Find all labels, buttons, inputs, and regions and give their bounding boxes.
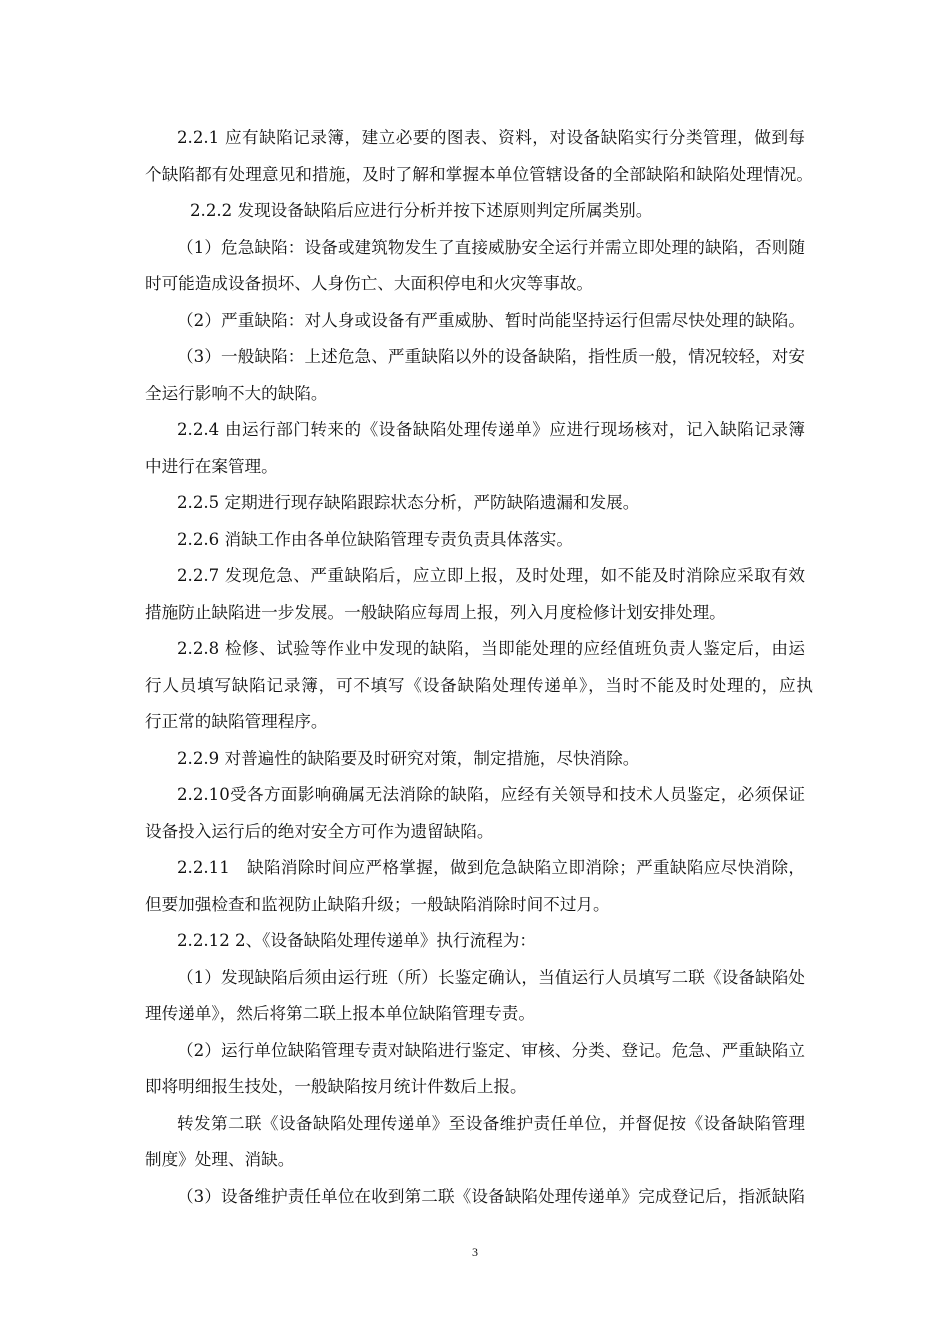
text-line: 行人员填写缺陷记录簿，可不填写《设备缺陷处理传递单》，当时不能及时处理的，应执	[145, 676, 813, 695]
page-number: 3	[472, 1245, 478, 1259]
text-line: 时可能造成设备损坏、人身伤亡、大面积停电和火灾等事故。	[145, 274, 594, 293]
text-line: 但要加强检查和监视防止缺陷升级；一般缺陷消除时间不过月。	[145, 895, 610, 914]
text-line: 制度》处理、消缺。	[145, 1150, 295, 1169]
text-line: 2.2.5 定期进行现存缺陷跟踪状态分析，严防缺陷遗漏和发展。	[177, 493, 640, 512]
text-line: （1）发现缺陷后须由运行班（所）长鉴定确认，当值运行人员填写二联《设备缺陷处	[177, 968, 805, 987]
text-line: 2.2.9 对普遍性的缺陷要及时研究对策，制定措施，尽快消除。	[177, 749, 640, 768]
text-line: （1）危急缺陷：设备或建筑物发生了直接威胁安全运行并需立即处理的缺陷，否则随	[177, 238, 805, 257]
text-line: （2）严重缺陷：对人身或设备有严重威胁、暂时尚能坚持运行但需尽快处理的缺陷。	[177, 311, 805, 330]
text-line: 2.2.12 2、《设备缺陷处理传递单》执行流程为：	[177, 931, 536, 950]
text-line: 理传递单》，然后将第二联上报本单位缺陷管理专责。	[145, 1004, 535, 1023]
text-line: 2.2.7 发现危急、严重缺陷后，应立即上报，及时处理，如不能及时消除应采取有效	[177, 566, 805, 585]
text-line: 2.2.8 检修、试验等作业中发现的缺陷，当即能处理的应经值班负责人鉴定后，由运	[177, 639, 805, 658]
text-line: （3）设备维护责任单位在收到第二联《设备缺陷处理传递单》完成登记后，指派缺陷	[177, 1187, 805, 1206]
text-line: 设备投入运行后的绝对安全方可作为遗留缺陷。	[145, 822, 494, 841]
text-line: 措施防止缺陷进一步发展。一般缺陷应每周上报，列入月度检修计划安排处理。	[145, 603, 726, 622]
text-line: （3）一般缺陷：上述危急、严重缺陷以外的设备缺陷，指性质一般，情况较轻，对安	[177, 347, 805, 366]
text-line: 2.2.11 缺陷消除时间应严格掌握，做到危急缺陷立即消除；严重缺陷应尽快消除，	[177, 858, 805, 877]
text-line: （2）运行单位缺陷管理专责对缺陷进行鉴定、审核、分类、登记。危急、严重缺陷立	[177, 1041, 805, 1060]
text-line: 2.2.6 消缺工作由各单位缺陷管理专责负责具体落实。	[177, 530, 573, 549]
text-line: 个缺陷都有处理意见和措施，及时了解和掌握本单位管辖设备的全部缺陷和缺陷处理情况。	[145, 165, 813, 184]
text-line: 2.2.4 由运行部门转来的《设备缺陷处理传递单》应进行现场核对，记入缺陷记录簿	[177, 420, 805, 439]
text-line: 2.2.10受各方面影响确属无法消除的缺陷，应经有关领导和技术人员鉴定，必须保证	[177, 785, 805, 804]
text-line: 即将明细报生技处，一般缺陷按月统计件数后上报。	[145, 1077, 527, 1096]
text-line: 2.2.2 发现设备缺陷后应进行分析并按下述原则判定所属类别。	[190, 201, 653, 220]
text-line: 转发第二联《设备缺陷处理传递单》至设备维护责任单位，并督促按《设备缺陷管理	[177, 1114, 805, 1133]
text-line: 行正常的缺陷管理程序。	[145, 712, 328, 731]
text-line: 中进行在案管理。	[145, 457, 278, 476]
text-line: 全运行影响不大的缺陷。	[145, 384, 328, 403]
text-line: 2.2.1 应有缺陷记录簿，建立必要的图表、资料，对设备缺陷实行分类管理，做到每	[177, 128, 805, 147]
